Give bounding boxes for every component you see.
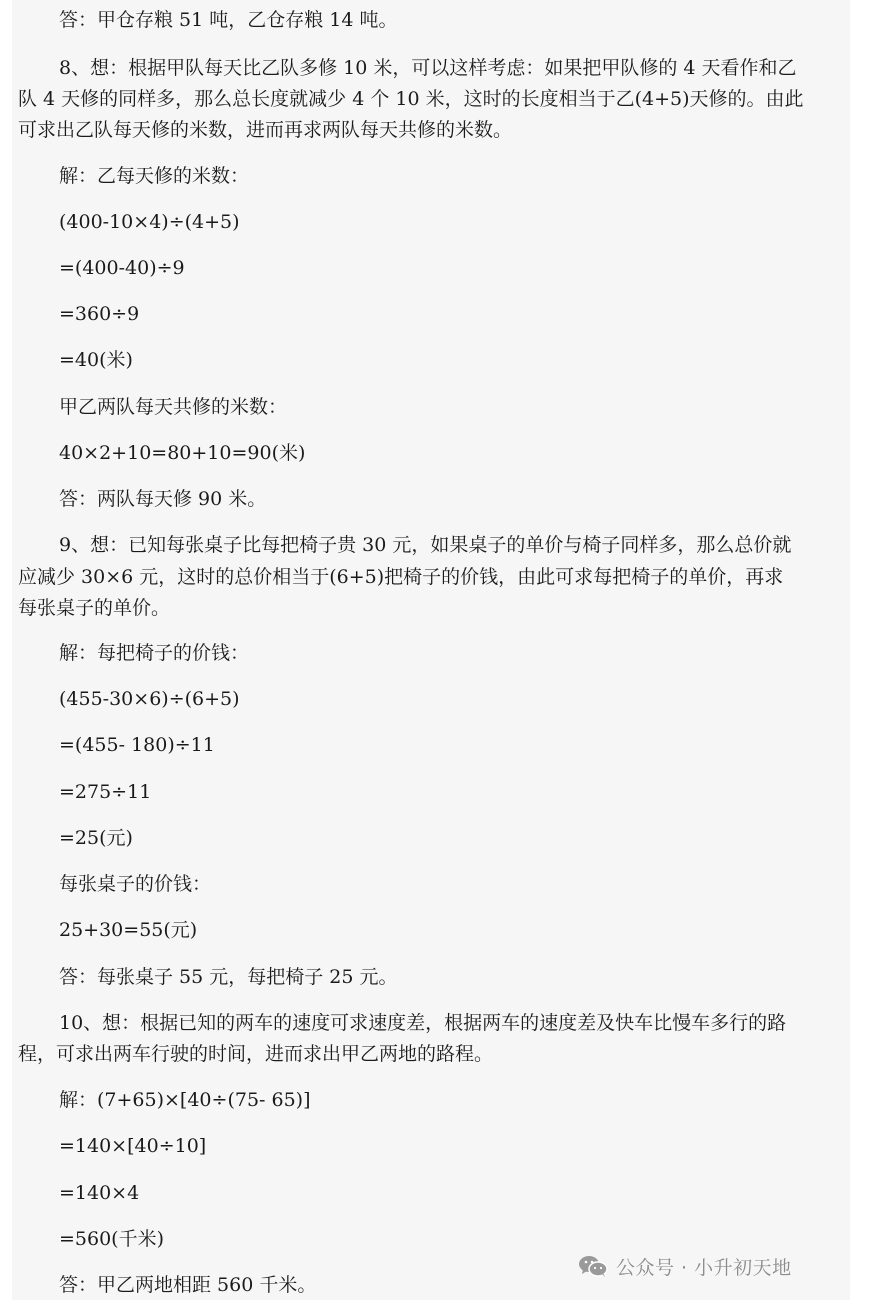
equation-line: (455-30×6)÷(6+5) bbox=[59, 688, 240, 710]
answer-line: 答：两队每天修 90 米。 bbox=[59, 488, 267, 510]
answer-line: 答：甲仓存粮 51 吨，乙仓存粮 14 吨。 bbox=[59, 9, 398, 31]
equation-line: =275÷11 bbox=[59, 781, 152, 803]
solution-10-text: 10、想：根据已知的两车的速度可求速度差，根据两车的速度差及快车比慢车多行的路 bbox=[59, 1012, 787, 1034]
wechat-account-watermark bbox=[578, 1251, 792, 1281]
watermark-text: 公众号 · 小升初天地 bbox=[616, 1256, 792, 1279]
solution-9-text: 应减少 30×6 元，这时的总价相当于(6+5)把椅子的价钱，由此可求每把椅子的单价，再求 bbox=[18, 566, 784, 588]
solution-label: 解：乙每天修的米数： bbox=[59, 165, 250, 187]
equation-line: 40×2+10=80+10=90(米) bbox=[59, 442, 306, 464]
equation-line: 25+30=55(元) bbox=[59, 919, 198, 941]
solution-8-text: 8、想：根据甲队每天比乙队多修 10 米，可以这样考虑：如果把甲队修的 4 天看作和乙 bbox=[59, 57, 797, 79]
solution-10-text: 程，可求出两车行驶的时间，进而求出甲乙两地的路程。 bbox=[18, 1043, 494, 1065]
solution-label: 每张桌子的价钱： bbox=[59, 873, 212, 895]
solution-9-text: 每张桌子的单价。 bbox=[18, 597, 171, 619]
equation-line: =25(元) bbox=[59, 827, 133, 849]
answer-line: 答：甲乙两地相距 560 千米。 bbox=[59, 1274, 317, 1296]
solution-label: 甲乙两队每天共修的米数： bbox=[59, 396, 288, 418]
document-page bbox=[12, 0, 850, 1300]
solution-8-text: 可求出乙队每天修的米数，进而再求两队每天共修的米数。 bbox=[18, 119, 513, 141]
solution-9-text: 9、想：已知每张桌子比每把椅子贵 30 元，如果桌子的单价与椅子同样多，那么总价就 bbox=[59, 534, 792, 556]
solution-label: 解：每把椅子的价钱： bbox=[59, 642, 250, 664]
equation-line: =360÷9 bbox=[59, 303, 140, 325]
solution-8-text: 队 4 天修的同样多，那么总长度就减少 4 个 10 米，这时的长度相当于乙(4+5)天修的。由此 bbox=[18, 88, 804, 110]
answer-line: 答：每张桌子 55 元，每把椅子 25 元。 bbox=[59, 966, 398, 988]
equation-line: =560(千米) bbox=[59, 1228, 165, 1250]
equation-line: =(400-40)÷9 bbox=[59, 257, 185, 279]
equation-line: 解：(7+65)×[40÷(75- 65)] bbox=[59, 1089, 311, 1111]
wechat-icon bbox=[578, 1254, 608, 1278]
equation-line: =140×[40÷10] bbox=[59, 1135, 207, 1157]
equation-line: =140×4 bbox=[59, 1182, 140, 1204]
equation-line: (400-10×4)÷(4+5) bbox=[59, 211, 240, 233]
equation-line: =(455- 180)÷11 bbox=[59, 734, 215, 756]
equation-line: =40(米) bbox=[59, 349, 133, 371]
